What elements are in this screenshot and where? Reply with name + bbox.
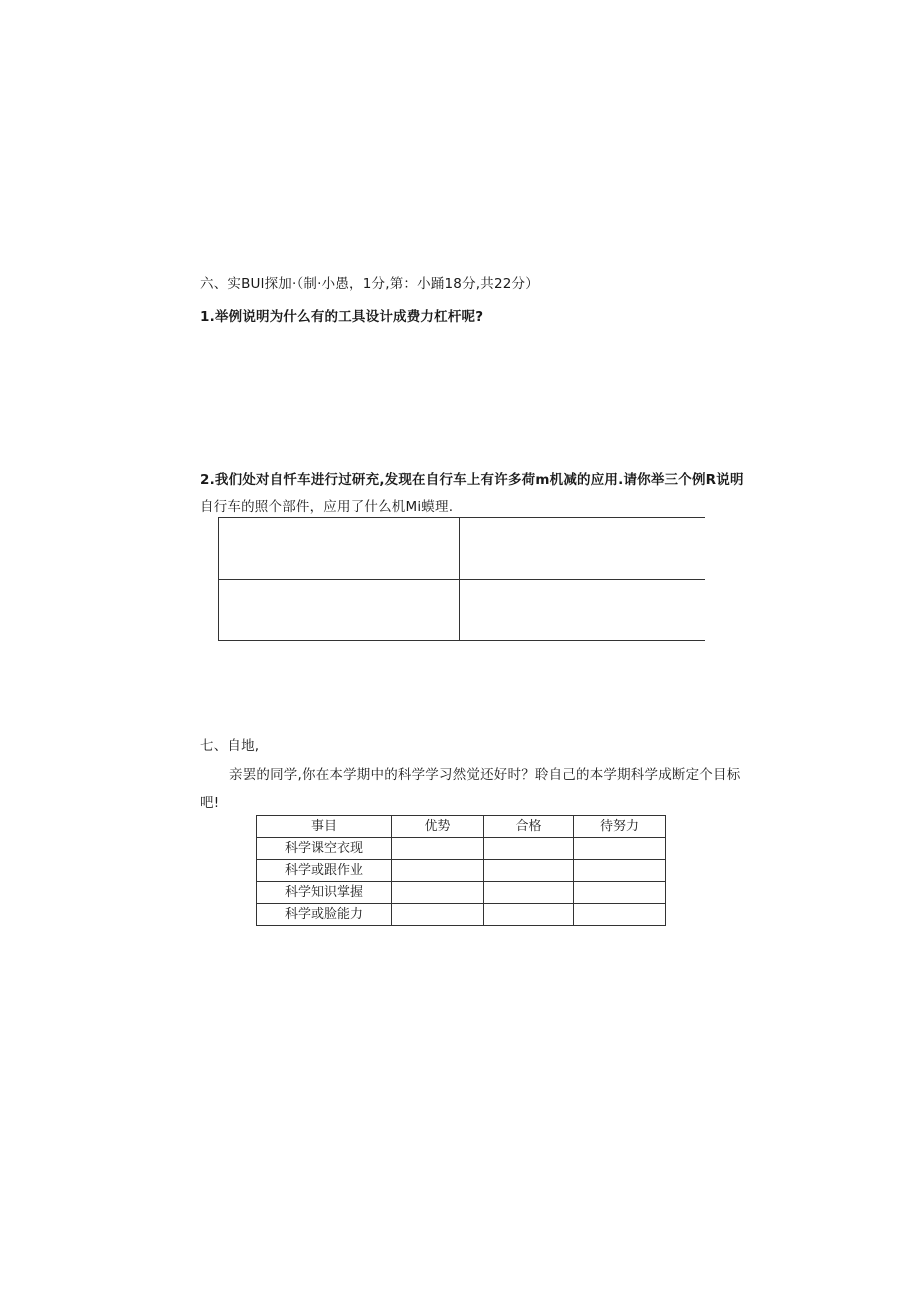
rating-cell[interactable] (392, 860, 484, 882)
rating-cell[interactable] (392, 904, 484, 926)
self-evaluation-table (256, 815, 666, 926)
rating-cell[interactable] (574, 882, 666, 904)
grid-line-top (218, 517, 705, 518)
question-1: 1.举例说明为什么有的工具设计成费力杠杆呢? (200, 309, 484, 325)
rating-cell[interactable] (392, 838, 484, 860)
rating-cell[interactable] (484, 904, 574, 926)
rating-cell[interactable] (574, 838, 666, 860)
question-2-line-2: 自行车的照个部件，应用了什么机Mi蟆理. (200, 499, 454, 515)
section-7-prompt-line-1: 亲罢的同学,你在本学期中的科学学习然觉还好时？聆自己的本学期科学成断定个目标 (229, 767, 741, 783)
grid-line-divider (459, 517, 460, 641)
rating-cell[interactable] (574, 860, 666, 882)
table-row (257, 882, 666, 904)
header-item: 事目 (257, 816, 392, 838)
table-header-row (257, 816, 666, 838)
answer-grid (218, 517, 705, 641)
rating-cell[interactable] (484, 882, 574, 904)
rating-cell[interactable] (392, 882, 484, 904)
section-7-prompt-line-2: 吧! (200, 795, 220, 811)
section-7-heading: 七、自地, (200, 738, 260, 754)
row-label: 科学或跟作业 (257, 860, 392, 882)
rating-cell[interactable] (574, 904, 666, 926)
grid-line-middle (218, 579, 705, 580)
section-6-heading: 六、实BUl探加·（制·小愚，1分,第：小踊18分,共22分） (200, 276, 539, 292)
rating-cell[interactable] (484, 838, 574, 860)
table-row (257, 904, 666, 926)
header-advantage: 优势 (392, 816, 484, 838)
table-row (257, 860, 666, 882)
question-2-line-1: 2.我们处对自忏车进行过研充,发现在自行车上有许多荷m机减的应用.请你举三个例R说明 (200, 472, 744, 488)
row-label: 科学课空衣现 (257, 838, 392, 860)
header-qualified: 合格 (484, 816, 574, 838)
row-label: 科学或脸能力 (257, 904, 392, 926)
grid-line-bottom (218, 640, 705, 641)
table-row (257, 838, 666, 860)
grid-line-left (218, 517, 219, 641)
row-label: 科学知识掌握 (257, 882, 392, 904)
header-needs-effort: 待努力 (574, 816, 666, 838)
rating-cell[interactable] (484, 860, 574, 882)
